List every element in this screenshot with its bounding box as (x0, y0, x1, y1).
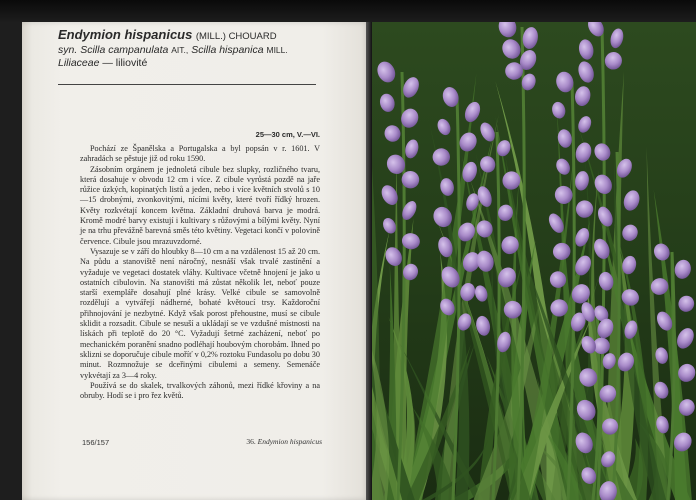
bluebell-photo-image (372, 22, 696, 500)
syn-name-2: Scilla hispanica (191, 44, 264, 56)
syn-auth-1: AIT., (171, 45, 189, 55)
family-line (58, 57, 348, 70)
family-name: Liliaceae (58, 57, 100, 69)
caption-name: Endymion hispanicus (257, 437, 322, 446)
species-header (58, 28, 348, 70)
header-rule (58, 84, 316, 85)
bluebell-photo (372, 22, 696, 500)
paragraph-origin: Pochází ze Španělska a Portugalska a byl popsán v r. 1601. V zahradách se pěstuje již od roku 1590. (80, 144, 320, 164)
family-common-name: liliovité (115, 57, 148, 69)
synonyms-line (58, 44, 348, 57)
paragraph-description: Zásobním orgánem je jednoletá cibule bez slupky, rozličného tvaru, která dosahuje v obvodu 12 cm i více. Z cibule vyrůstá pozdě na jaře růžice úzkých, kopinatých listů a jeden, nebo i více květních stvolů s 10—15 drobnými, zvonkovitými, nícími květy, které tvoří řídký hrozen. Květy rozkvétají koncem května. Základní druhová barva je modrá. Kromě modré barvy existují i kultivary s růžovými a bílými květy. Nyní je na trhu převážně barevná směs této květiny. Vegetaci končí v polovině července. Cibule jsou mrazuvzdorné. (80, 164, 320, 246)
species-title-line (58, 28, 348, 44)
body-text (80, 144, 320, 401)
size-and-season: 25—30 cm, V.—VI. (255, 130, 320, 139)
page-numbers: 156/157 (82, 438, 110, 447)
paragraph-usage: Používá se do skalek, trvalkových záhonů, mezi řídké křoviny a na obruby. Hodí se i pro řez květů. (80, 380, 320, 401)
species-authority: (MILL.) CHOUARD (195, 31, 277, 42)
syn-name-1: Scilla campanulata (80, 44, 169, 56)
paragraph-cultivation: Vysazuje se v září do hloubky 8—10 cm a na vzdálenost 15 až 20 cm. Na půdu a stanoviště není náročný, nesnáší však trvalé zastínění a vyžaduje ve vegetaci dostatek vláhy. Kultivace včetně hnojení je jako u ostatních cibulovin. Na stanovišti má zůstat několik let, neboť pouze starší exempláře dosahují plné krásy. Velké cibule se samovolně rozdělují a vytvářejí nádherné, bohaté květoucí trsy. Každoroční přihnojování je nezbytné. Když však porost přehoustne, musí se cibule sklidit a rozsadit. Cibule se nesuší a ukládají se ve vzdušné místnosti na lískách při teplotě do 20 °C. Vyžadují šetrné zacházení, neboť po mechanickém poranění snadno podléhají houbovým chorobám. Ihned po sklizni se doporučuje cibule moříť v 0,2% roztoku Fundasolu po dobu 30 minut. Rozmnožuje se dceřinými cibulemi a semeny. Semenáče vykvétají za 3—4 roky. (80, 246, 320, 380)
species-name: Endymion hispanicus (58, 27, 193, 42)
scanner-top-strip (0, 0, 696, 22)
family-dash: — (102, 57, 113, 69)
caption-number: 36. (246, 437, 256, 446)
syn-prefix: syn. (58, 44, 78, 56)
photo-caption (246, 437, 322, 446)
book-left-edge (0, 22, 22, 500)
syn-auth-2: MILL. (266, 45, 288, 55)
